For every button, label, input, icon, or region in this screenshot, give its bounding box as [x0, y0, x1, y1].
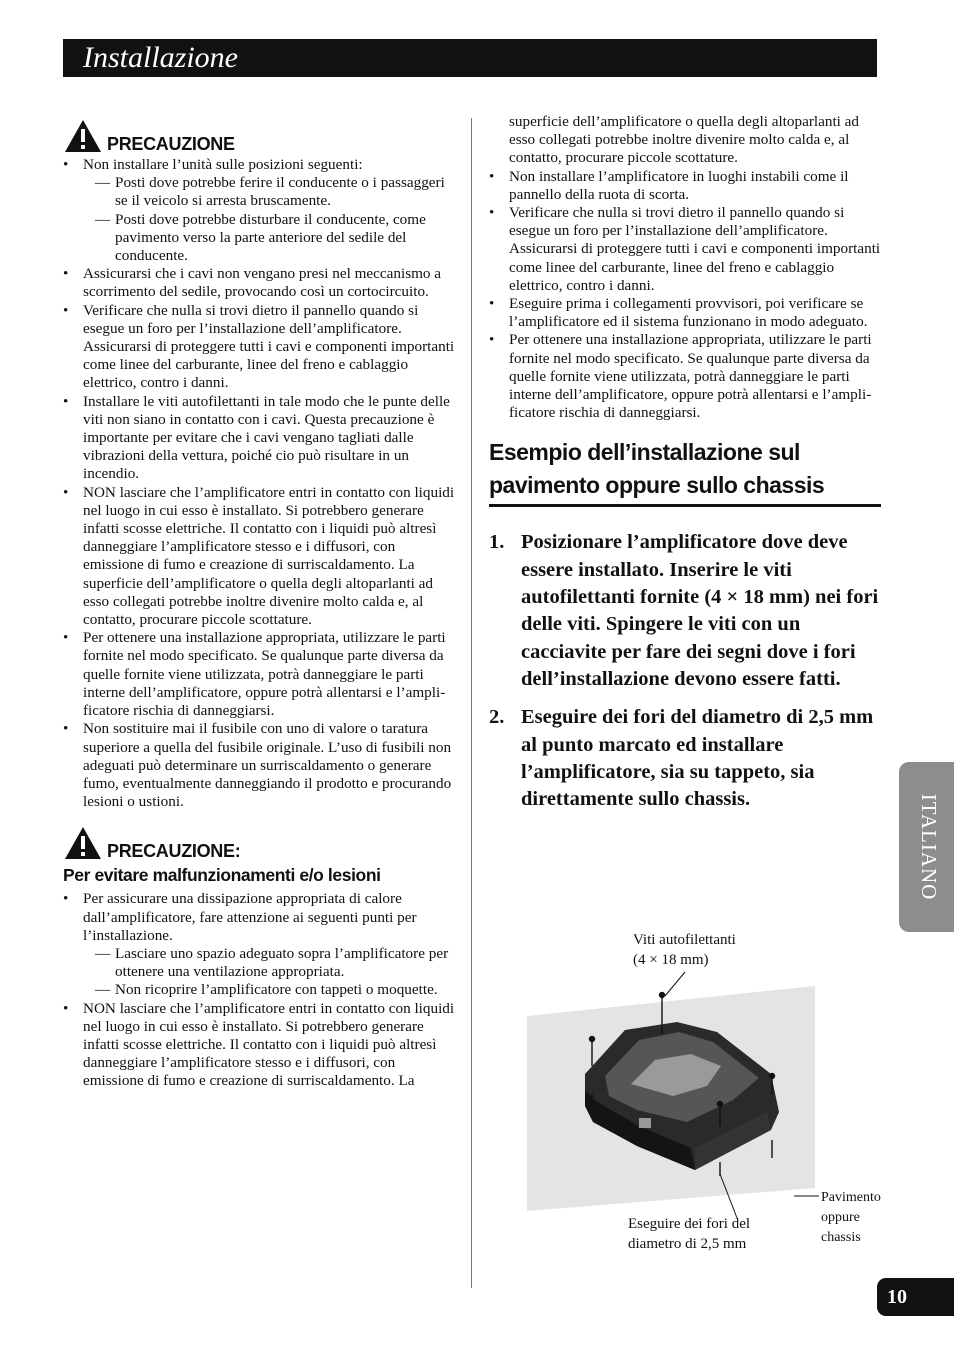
- step-text: Eseguire dei fori del diametro di 2,5 mm al punto marcato ed installare l’amplificatore, sia su tappeto, sia direttamente sullo chassis.: [521, 706, 874, 811]
- list-item: • Per ottenere una installazione appropriata, utilizzare le parti fornite nel modo specificato. Se qualunque parte diversa da quelle fornite viene utilizzata, potrà danneggiare le parti interne dell’amplificatore, oppure potrà allentarsi e l’amplificatore rischia di danneggiarsi.: [489, 331, 881, 422]
- precaution-list-2: [63, 890, 458, 1090]
- list-item: • Verificare che nulla si trovi dietro il pannello quando si esegue un foro per l’installazione dell’amplificatore. Assicurarsi di proteggere tutti i cavi e componenti importanti come linee del carburante, linee del freno e cablaggio elettrico, contro i danni.: [489, 204, 881, 295]
- page-title: Installazione: [83, 41, 238, 74]
- header-bar: [63, 39, 877, 77]
- section-title: Esempio dell’installazione sul pavimento oppure sullo chassis: [489, 436, 881, 507]
- language-label: ITALIANO: [917, 793, 941, 901]
- step-item: [489, 529, 881, 693]
- screws-label: Viti autofilettanti (4 × 18 mm): [633, 932, 736, 968]
- page-number-tab: [877, 1278, 954, 1316]
- step-text: Posizionare l’amplificatore dove deve essere installato. Inserire le viti autofilettanti fornite (4 × 18 mm) nei fori delle viti. Spingere le viti con un cacciavite per fare dei segni dove i fori dell’installazione devono essere fatti.: [521, 531, 879, 690]
- language-tab: [899, 762, 954, 932]
- list-item: • Installare le viti autofilettanti in tale modo che le punte delle viti non siano in contatto con i cavi. Questa precauzione è importante per evitare che i cavi vengano tagliati dalle vibrazioni della vettura, poiché cio può risultare in un incendio.: [63, 393, 458, 484]
- page-number: 10: [887, 1286, 907, 1308]
- column-divider: [471, 118, 472, 1288]
- step-number: 2.: [489, 706, 505, 729]
- sub-item: — Non ricoprire l’amplificatore con tappeti o moquette.: [83, 981, 458, 999]
- left-column: [63, 118, 458, 1091]
- step-number: 1.: [489, 531, 505, 554]
- precaution-title: PRECAUZIONE: [107, 133, 235, 154]
- list-item: • Non sostituire mai il fusibile con uno di valore o taratura superiore a quella del fusibile originale. L’uso di fusibili non adeguati può determinare un surriscaldamento o generare fumo, eventualmente danneggiando il prodotto e procurando lesioni o ustioni.: [63, 720, 458, 811]
- continued-text: superficie dell’amplificatore o quella degli altoparlanti ad esso collegati potrebbe inoltre divenire molto calda e, al contatto, procurare piccole scottature.: [509, 113, 860, 167]
- warning-icon: [63, 118, 103, 154]
- list-item: • Assicurarsi che i cavi non vengano presi nel meccanismo a scorrimento del sedile, provocando così un cortocircuito.: [63, 265, 458, 301]
- steps-list: [489, 529, 881, 813]
- list-item: • NON lasciare che l’amplificatore entri in contatto con liquidi nel luogo in cui esso è installato. Si potrebbero generare infatti scosse elettriche. Il contatto con i liquidi può altresì danneggiare l’amplificatore stesso e i diffusori, con emissione di fumo e creazione di surriscaldamento. La: [63, 1000, 458, 1091]
- precaution-list: [63, 156, 458, 811]
- floor-label: Pavimento oppure chassis: [821, 1190, 881, 1245]
- list-item: • Per ottenere una installazione appropriata, utilizzare le parti fornite nel modo specificato. Se qualunque parte diversa da quelle fornite viene utilizzata, potrà danneggiare le parti interne dell’amplificatore, oppure potrà allentarsi e l’amplificatore rischia di danneggiarsi.: [63, 629, 458, 720]
- list-item: • Per assicurare una dissipazione appropriata di calore dall’amplificatore, fare attenzione ai seguenti punti per l’installazione. — Lasciare uno spazio adeguato sopra l’amplificatore per ottenere una ventilazione appropriata. — Non ricoprire l’amplificatore con tappeti o moquette.: [63, 890, 458, 999]
- sub-item: — Posti dove potrebbe ferire il conducente o i passaggeri se il veicolo si arresta bruscamente.: [83, 174, 458, 210]
- list-item: • Eseguire prima i collegamenti provvisori, poi verificare se l’amplificatore ed il sistema funzionano in modo adeguato.: [489, 295, 881, 331]
- precaution-subtitle: Per evitare malfunzionamenti e/o lesioni: [63, 865, 381, 886]
- warning-icon: [63, 825, 103, 861]
- list-item: • Non installare l’amplificatore in luoghi instabili come il pannello della ruota di scorta.: [489, 168, 881, 204]
- step-item: [489, 704, 881, 813]
- right-list: [489, 168, 881, 423]
- sub-item: — Posti dove potrebbe disturbare il conducente, come pavimento verso la parte anteriore del sedile del conducente.: [83, 211, 458, 266]
- holes-label: Eseguire dei fori del diametro di 2,5 mm: [628, 1216, 751, 1252]
- connector: [639, 1118, 651, 1128]
- precaution-heading: [63, 118, 458, 154]
- precaution-title: PRECAUZIONE:: [107, 840, 241, 861]
- list-item: • Non installare l’unità sulle posizioni seguenti: — Posti dove potrebbe ferire il conducente o i passaggeri se il veicolo si arresta bruscamente. — Posti dove potrebbe disturbare il conducente, come pavimento verso la parte anteriore del sedile del conducente.: [63, 156, 458, 265]
- installation-figure: [527, 926, 897, 1256]
- sub-item: — Lasciare uno spazio adeguato sopra l’amplificatore per ottenere una ventilazione appropriata.: [83, 945, 458, 981]
- list-item: • NON lasciare che l’amplificatore entri in contatto con liquidi nel luogo in cui esso è installato. Si potrebbero generare infatti scosse elettriche. Il contatto con i liquidi può altresì danneggiare l’amplificatore stesso e i diffusori, con emissione di fumo e creazione di surriscaldamento. La superficie dell’amplificatore o quella degli altoparlanti ad esso collegati potrebbe inoltre divenire molto calda e, al contatto, procurare piccole scottature.: [63, 484, 458, 630]
- precaution-heading-2: [63, 825, 458, 861]
- right-column: [489, 113, 881, 824]
- list-item: • Verificare che nulla si trovi dietro il pannello quando si esegue un foro per l’installazione dell’amplificatore. Assicurarsi di proteggere tutti i cavi e componenti importanti come linee del carburante, linee del freno e cablaggio elettrico, contro i danni.: [63, 302, 458, 393]
